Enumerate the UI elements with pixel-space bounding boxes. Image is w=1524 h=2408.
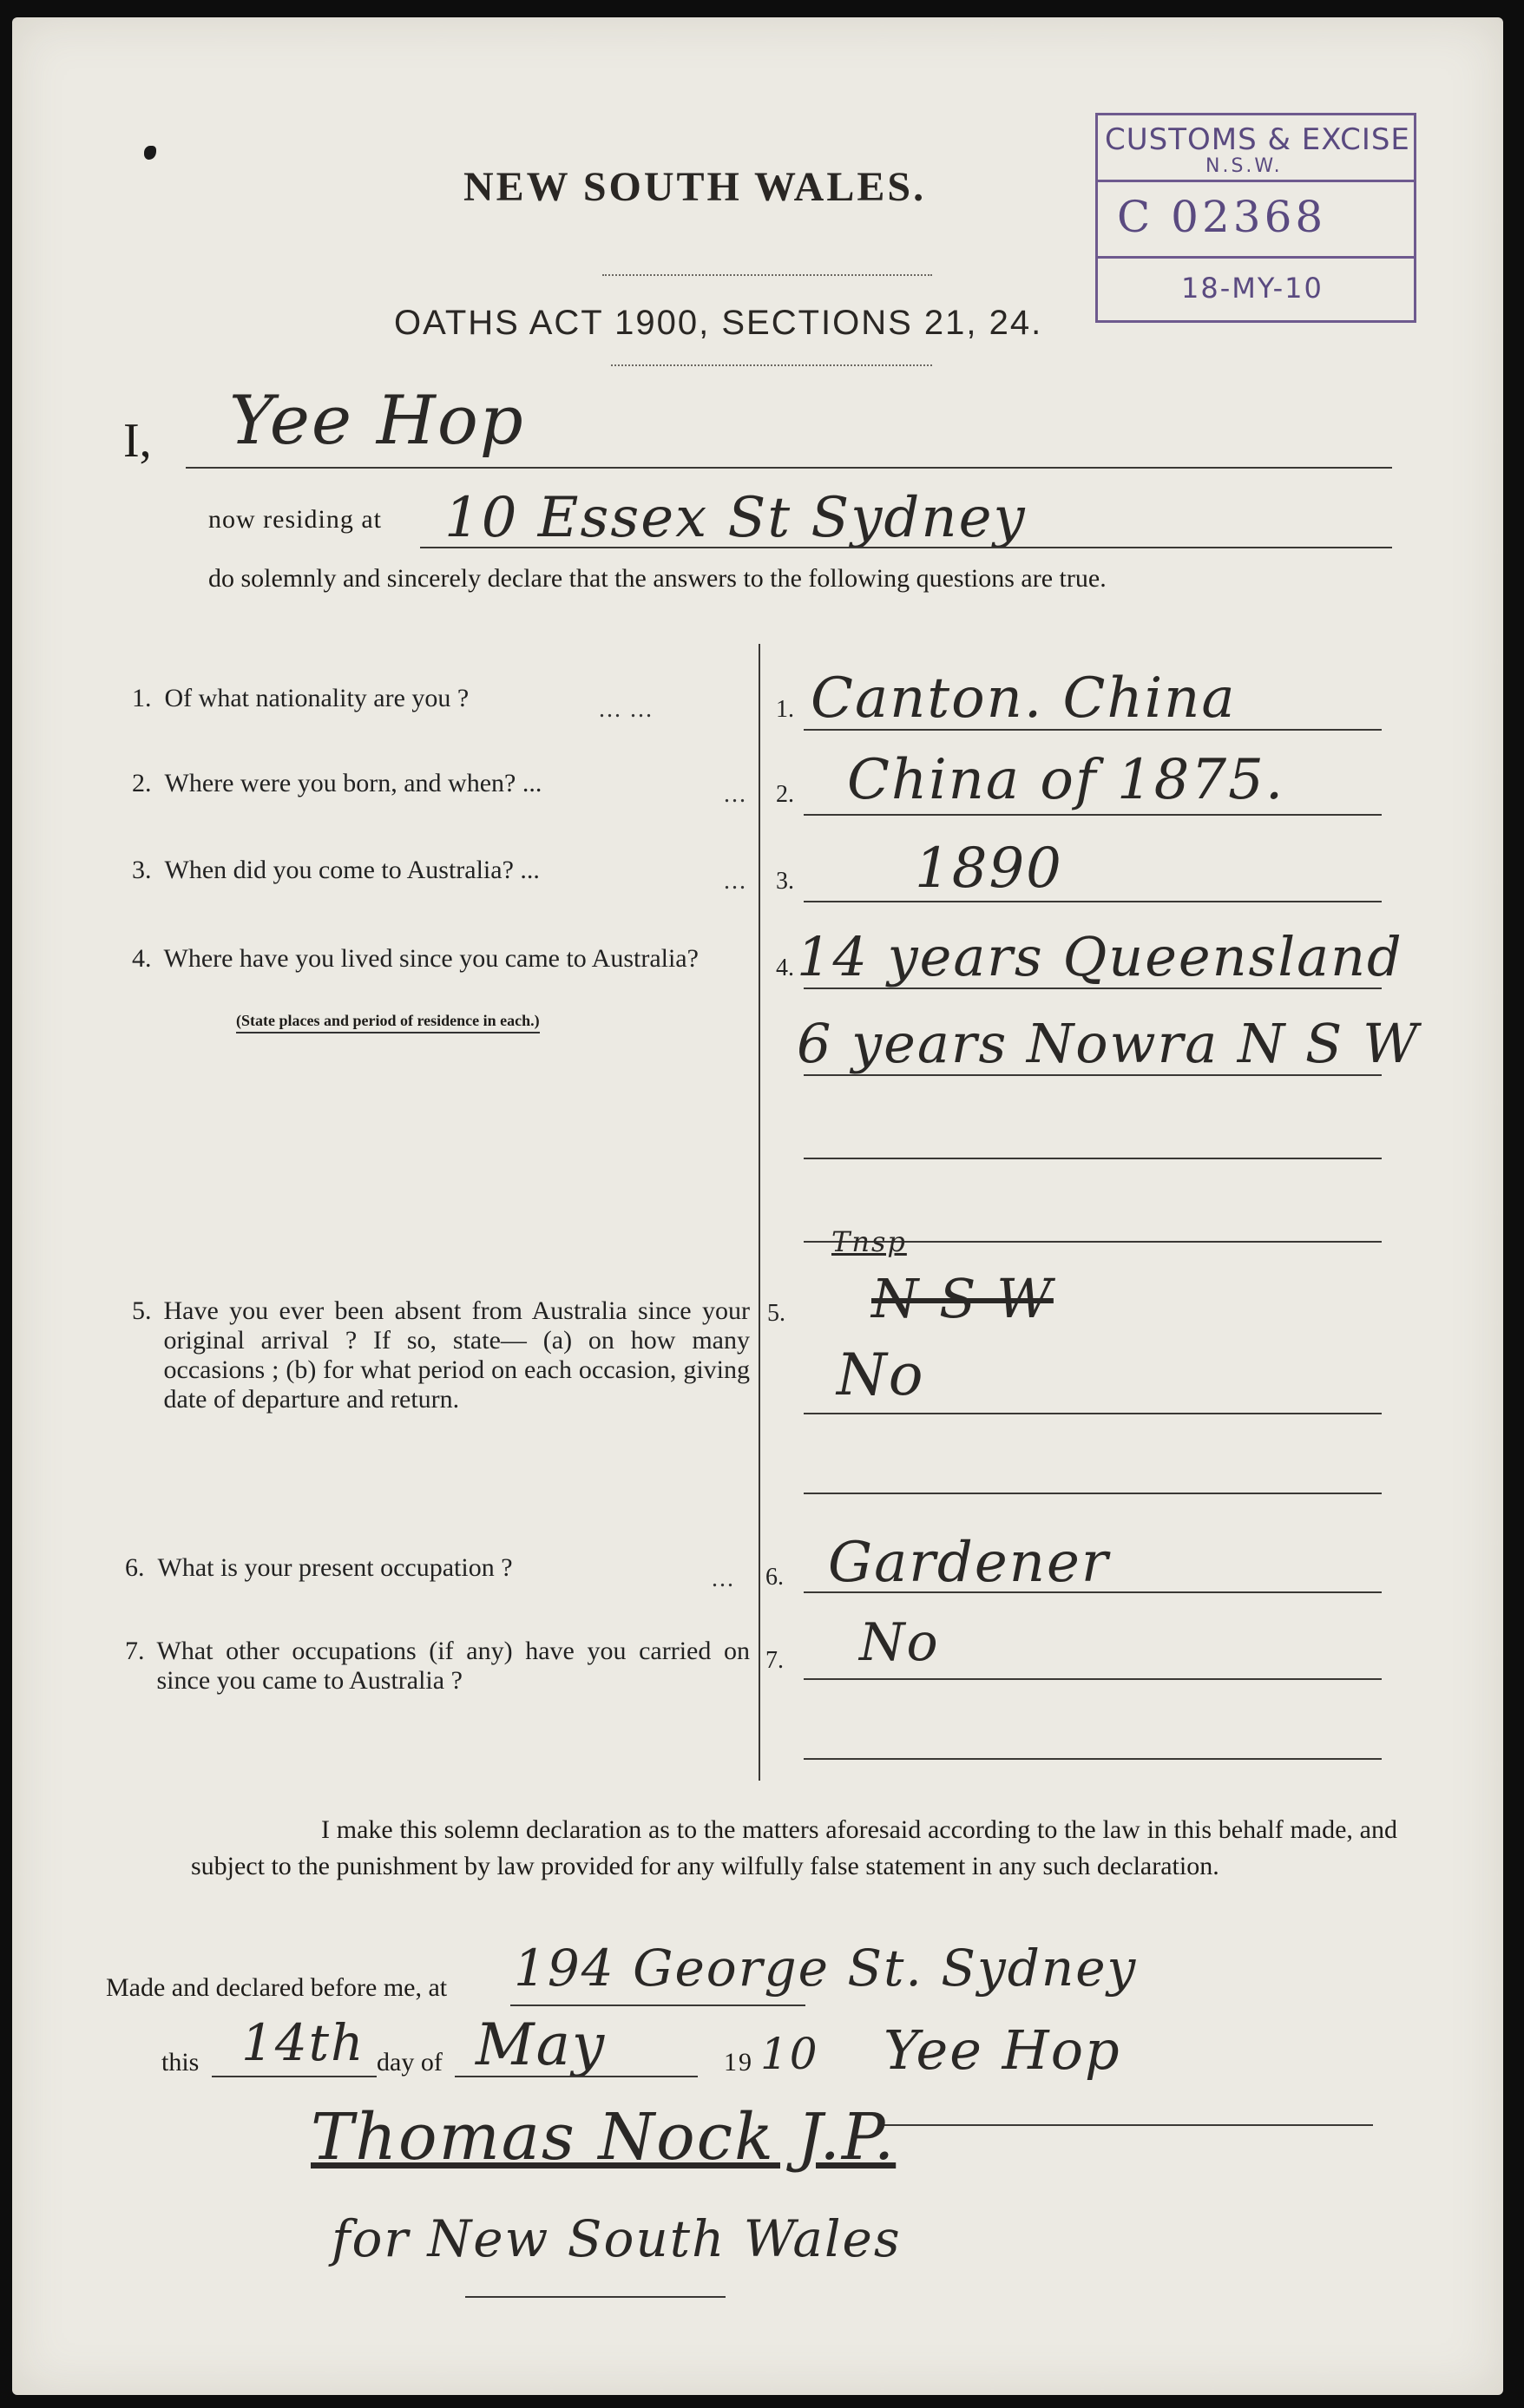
- answer-3-number: 3.: [776, 868, 794, 895]
- made-declared-label: Made and declared before me, at: [106, 1973, 448, 2002]
- declarant-name: Yee Hop: [229, 382, 525, 460]
- stamp-line1: CUSTOMS & EXCISE: [1105, 122, 1410, 157]
- closing-declaration: I make this solemn declaration as to the matters aforesaid according to the law in this behalf made, and subject to the punishment by law provided for any wilfully false statement in any such declaration.: [191, 1815, 1397, 1880]
- answer-7-line2-rule: [804, 1758, 1382, 1760]
- answer-4-line1: 14 years Queensland: [797, 925, 1403, 988]
- answer-4-number: 4.: [776, 955, 794, 981]
- question-6-dots: ...: [712, 1565, 735, 1592]
- stamp-number: C 02368: [1117, 192, 1327, 242]
- answer-7-line1-rule: [804, 1678, 1382, 1680]
- month-line: [455, 2076, 698, 2077]
- stamp-line2: N.S.W.: [1205, 155, 1283, 177]
- customs-stamp: [1095, 113, 1416, 323]
- declarant-signature-line: [880, 2124, 1373, 2126]
- answer-6-number: 6.: [765, 1564, 784, 1591]
- answer-1-number: 1.: [776, 696, 794, 723]
- question-4-note: (State places and period of residence in each.): [236, 1012, 540, 1033]
- question-2: 2. Where were you born, and when? ...: [132, 769, 542, 797]
- this-label: this: [161, 2048, 200, 2077]
- answer-5-line1-rule: [804, 1413, 1382, 1414]
- answer-4-line2-rule: [804, 1074, 1382, 1076]
- form-title: NEW SOUTH WALES.: [463, 164, 927, 210]
- residing-line: [420, 547, 1392, 548]
- made-declared-line: [510, 2004, 805, 2006]
- question-6: 6. What is your present occupation ?: [125, 1553, 513, 1582]
- declaration-text: do solemnly and sincerely declare that the answers to the following questions are true.: [208, 564, 1107, 593]
- made-declared-place: 194 George St. Sydney: [514, 1939, 1138, 1998]
- answer-4-line1-rule: [804, 987, 1382, 989]
- ink-blot: [144, 146, 156, 160]
- question-7: 7. What other occupations (if any) have you carried on since you came to Australia ?: [125, 1637, 750, 1695]
- year-suffix: 10: [760, 2029, 819, 2079]
- question-3: 3. When did you come to Australia? ...: [132, 856, 540, 884]
- declarant-signature: Yee Hop: [884, 2018, 1121, 2082]
- answer-4-line2: 6 years Nowra N S W: [797, 1012, 1420, 1075]
- declarant-prefix: I,: [123, 414, 152, 468]
- answer-7-number: 7.: [765, 1647, 784, 1674]
- question-2-dots: ...: [724, 781, 747, 808]
- question-1: 1. Of what nationality are you ?: [132, 684, 470, 712]
- jp-signature: Thomas Nock J.P.: [311, 2100, 897, 2175]
- subtitle-divider: [611, 364, 932, 366]
- answer-2-line: [804, 814, 1382, 816]
- question-3-dots: ...: [724, 868, 747, 895]
- answer-2: China of 1875.: [847, 748, 1285, 812]
- answer-5-line2-rule: [804, 1493, 1382, 1494]
- jp-jurisdiction: for New South Wales: [332, 2209, 902, 2268]
- answer-1-line: [804, 729, 1382, 731]
- year-prefix: 19: [724, 2048, 753, 2077]
- jp-signature-line: [465, 2296, 726, 2298]
- residing-value: 10 Essex St Sydney: [444, 486, 1027, 550]
- answer-6-line: [804, 1591, 1382, 1593]
- title-divider: [602, 274, 932, 276]
- answer-6: Gardener: [828, 1531, 1110, 1595]
- answer-2-number: 2.: [776, 781, 794, 808]
- day-value: 14th: [241, 2013, 365, 2072]
- stamp-date: 18-MY-10: [1181, 272, 1324, 305]
- answer-5-number: 5.: [767, 1300, 785, 1327]
- day-of-label: day of: [377, 2048, 443, 2077]
- question-1-dots: ... ...: [599, 696, 654, 723]
- question-5: 5. Have you ever been absent from Australia since your original arrival ? If so, state— (a) on how many occasions ; (b) for what period on each occasion, giving date of departure and return.: [132, 1296, 750, 1414]
- question-4: 4. Where have you lived since you came to Australia?: [132, 944, 699, 973]
- month-value: May: [476, 2011, 607, 2078]
- residing-label: now residing at: [208, 505, 382, 534]
- column-divider: [759, 644, 760, 1781]
- answer-3: 1890: [915, 837, 1063, 901]
- answer-4-line3-rule: [804, 1158, 1382, 1159]
- form-subtitle: OATHS ACT 1900, SECTIONS 21, 24.: [394, 304, 1043, 342]
- answer-7: No: [859, 1612, 940, 1673]
- answer-1: Canton. China: [811, 666, 1237, 731]
- declaration-form-page: [12, 17, 1503, 2395]
- declarant-name-line: [186, 467, 1392, 469]
- answer-3-line: [804, 901, 1382, 902]
- day-line: [212, 2076, 377, 2077]
- answer-5-initials: Tnsp: [831, 1225, 907, 1258]
- answer-5: No: [837, 1342, 925, 1408]
- answer-5-struck: N S W: [871, 1267, 1054, 1330]
